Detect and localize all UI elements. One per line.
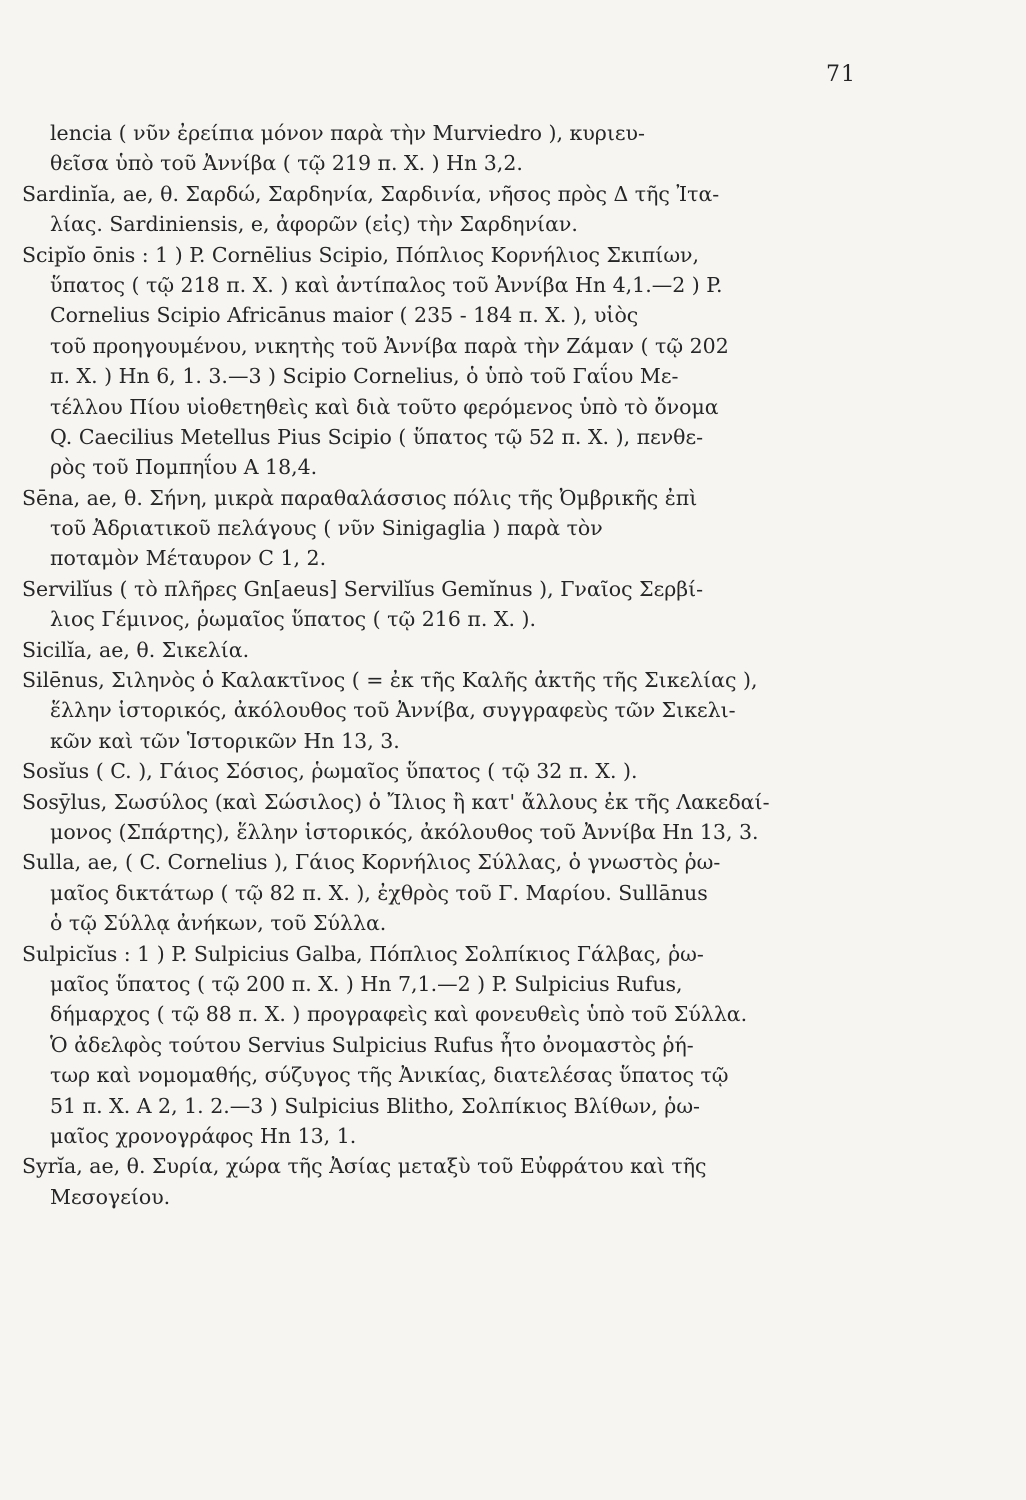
- entry-continuation-line: Q. Caecilius Metellus Pius Scipio ( ὕπατος τῷ 52 π. Χ. ), πενθε-: [50, 424, 704, 449]
- entry-headword-line: Sosĭus ( C. ), Γάιος Σόσιος, ῥωμαῖος ὕπατος ( τῷ 32 π. Χ. ).: [22, 759, 638, 784]
- page-number: 71: [826, 62, 856, 87]
- entry-continuation-line: τέλλου Πίου υἱοθετηθεὶς καὶ διὰ τοῦτο φερόμενος ὑπὸ τὸ ὄνομα: [50, 394, 719, 419]
- entry-continuation-line: τοῦ προηγουμένου, νικητὴς τοῦ Ἀννίβα παρὰ τὴν Ζάμαν ( τῷ 202: [50, 333, 729, 358]
- entry-continuation-line: δήμαρχος ( τῷ 88 π. Χ. ) προγραφεὶς καὶ φονευθεὶς ὑπὸ τοῦ Σύλλα.: [50, 1002, 748, 1027]
- entry-headword-line: Sulpicĭus : 1 ) P. Sulpicius Galba, Πόπλιος Σολπίκιος Γάλβας, ῥω-: [22, 941, 704, 966]
- glossary-entries: [22, 118, 872, 1212]
- entry-continuation-line: λιος Γέμινος, ῥωμαῖος ὕπατος ( τῷ 216 π. Χ. ).: [50, 607, 537, 632]
- entry-continuation-line: Ὁ ἀδελφὸς τούτου Servius Sulpicius Rufus ἦτο ὀνομαστὸς ῥή-: [50, 1032, 694, 1057]
- entry-continuation-line: λίας. Sardiniensis, e, ἀφορῶν (εἰς) τὴν Σαρδηνίαν.: [50, 212, 578, 237]
- entry-continuation-line: μαῖος δικτάτωρ ( τῷ 82 π. Χ. ), ἐχθρὸς τοῦ Γ. Μαρίου. Sullānus: [50, 880, 708, 905]
- entry-continuation-line: 51 π. Χ. A 2, 1. 2.—3 ) Sulpicius Blitho, Σολπίκιος Βλίθων, ῥω-: [50, 1093, 700, 1118]
- entry-headword-line: Sēna, ae, θ. Σήνη, μικρὰ παραθαλάσσιος πόλις τῆς Ὀμβρικῆς ἐπὶ: [22, 485, 698, 510]
- entry-continuation-line: ρὸς τοῦ Πομπηΐου A 18,4.: [50, 455, 318, 480]
- entry-continuation-line: μονος (Σπάρτης), ἕλλην ἱστορικός, ἀκόλουθος τοῦ Ἀννίβα Hn 13, 3.: [50, 819, 759, 844]
- entry-continuation-line: ἕλλην ἱστορικός, ἀκόλουθος τοῦ Ἀννίβα, συγγραφεὺς τῶν Σικελι-: [50, 698, 736, 723]
- entry-headword-line: Sicilĭa, ae, θ. Σικελία.: [22, 637, 250, 662]
- entry-headword-line: Sulla, ae, ( C. Cornelius ), Γάιος Κορνήλιος Σύλλας, ὁ γνωστὸς ῥω-: [22, 850, 721, 875]
- entry-continuation-line: π. Χ. ) Hn 6, 1. 3.—3 ) Scipio Cornelius, ὁ ὑπὸ τοῦ Γαΐου Με-: [50, 364, 679, 389]
- entry-continuation-line: Cornelius Scipio Africānus maior ( 235 - 184 π. Χ. ), υἱὸς: [50, 303, 639, 328]
- entry-headword-line: Scipĭo ōnis : 1 ) P. Cornēlius Scipio, Πόπλιος Κορνήλιος Σκιπίων,: [22, 242, 700, 267]
- entry-headword-line: Silēnus, Σιληνὸς ὁ Καλακτῖνος ( = ἐκ τῆς Καλῆς ἀκτῆς τῆς Σικελίας ),: [22, 668, 758, 693]
- entry-continuation-line: μαῖος χρονογράφος Hn 13, 1.: [50, 1123, 357, 1148]
- entry-continuation-line: θεῖσα ὑπὸ τοῦ Ἀννίβα ( τῷ 219 π. Χ. ) Hn 3,2.: [50, 151, 523, 176]
- entry-headword-line: Sardinĭa, ae, θ. Σαρδώ, Σαρδηνία, Σαρδινία, νῆσος πρὸς Δ τῆς Ἰτα-: [22, 181, 720, 206]
- entry-continuation-line: ὁ τῷ Σύλλᾳ ἀνήκων, τοῦ Σύλλα.: [50, 911, 387, 936]
- entry-headword-line: Syrĭa, ae, θ. Συρία, χώρα τῆς Ἀσίας μεταξὺ τοῦ Εὐφράτου καὶ τῆς: [22, 1154, 707, 1179]
- entry-continuation-line: lencia ( νῦν ἐρείπια μόνον παρὰ τὴν Murviedro ), κυριευ-: [50, 121, 645, 145]
- entry-continuation-line: μαῖος ὕπατος ( τῷ 200 π. Χ. ) Hn 7,1.—2 ) P. Sulpicius Rufus,: [50, 971, 683, 996]
- entry-headword-line: Servilĭus ( τὸ πλῆρες Gn[aeus] Servilĭus Gemĭnus ), Γναῖος Σερβί-: [22, 576, 704, 601]
- entry-continuation-line: κῶν καὶ τῶν Ἱστορικῶν Hn 13, 3.: [50, 728, 400, 753]
- entry-headword-line: Sosȳlus, Σωσύλος (καὶ Σώσιλος) ὁ Ἴλιος ἢ κατ' ἄλλους ἐκ τῆς Λακεδαί-: [22, 789, 770, 814]
- entry-continuation-line: Μεσογείου.: [50, 1184, 171, 1209]
- entry-continuation-line: τωρ καὶ νομομαθής, σύζυγος τῆς Ἀνικίας, διατελέσας ὕπατος τῷ: [50, 1063, 729, 1088]
- entry-continuation-line: ποταμὸν Μέταυρον C 1, 2.: [50, 546, 327, 571]
- entry-continuation-line: ὕπατος ( τῷ 218 π. Χ. ) καὶ ἀντίπαλος τοῦ Ἀννίβα Hn 4,1.—2 ) P.: [50, 272, 723, 297]
- entry-continuation-line: τοῦ Ἀδριατικοῦ πελάγους ( νῦν Sinigaglia ) παρὰ τὸν: [50, 516, 603, 541]
